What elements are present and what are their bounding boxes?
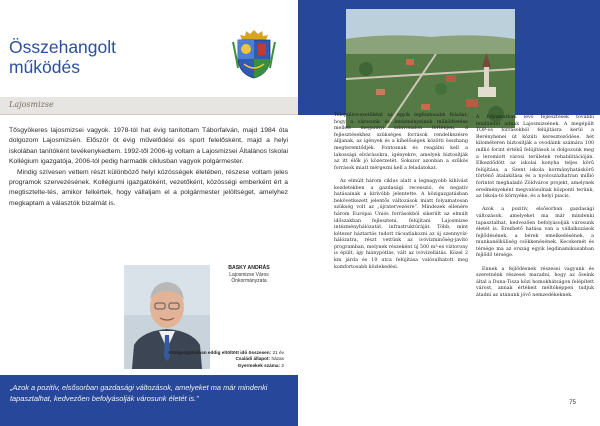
- page-number: 75: [569, 399, 576, 406]
- aerial-town-photo: [346, 9, 515, 128]
- intro-paragraph: Tősgyökeres lajosmizsei vagyok. 1978-tól hat évig tanítottam Táborfalván, majd 1984 óta dolgozom Lajosmizsén. Először öt évig művelődési és sport felelősként, majd a helyi iskolában tanítóként tevékenykedtem. 1992-től 2006-ig voltam a Lajosmizsei Általános Iskolai Kollégium igazgatója, 2006-tól pedig harmadik ciklusban vagyok polgármester.: [9, 127, 288, 166]
- coat-of-arms-icon: [232, 28, 276, 80]
- intro-paragraph: Mindig szívesen vettem részt különböző helyi közösségek életében, részese voltam jeles programok szervezésének. Kollégiumi igazgatóként, vezetőként, közösségi emberként ért a megtisztelte-tés, amikor felkértek, hogy vállaljam el a polgármester jelöltséget, amelyhez megkaptam a választók bizalmát is.: [9, 168, 288, 207]
- fact-row: [86, 363, 284, 369]
- quote-box: [0, 375, 298, 426]
- body-paragraph: Az elmúlt három ciklus alatt a legnagyobb kihívást kezdetekben a gazdasági recesszió, és negatív hatásainak a kirívóbb jelentette. A közigazgatásban bekövetkezett jelentős változások miatt folyamatosan szükség volt az „újratervezésre”. Mindezek ellenére három Európai Uniós forrásokból sikerült az elmúlt időszakban fejleszteni, felújítani Lajosmizse intézményhálózatát, infrastruktúráját. Több, mint kétezer háztartás tudott rácsatlakozni az új szennyvíz-hálózatra, részt vettünk az ivóvízminőség-javító programban, melynek részeként új 500 m³-es víztorony is épült, így hiánypótlás, vált az ivóvízellátás. Közel 2 km járda és 10 utca felújítása valósulhatott meg komfortosabb közlekedési.: [334, 178, 468, 270]
- person-role-line: Önkormányzata: [231, 278, 267, 285]
- pull-quote: „Azok a pozitív, elsősorban gazdasági változások, amelyeket ma már mindenki tapasztalhat, kedvezően befolyásolják városunk életét is.”: [10, 383, 268, 403]
- left-page: [0, 0, 298, 426]
- town-name: Lajosmizse: [9, 100, 54, 109]
- fact-value: 2: [281, 362, 284, 368]
- fact-label: Gyermekek száma:: [237, 362, 281, 368]
- fact-value: házas: [271, 356, 284, 362]
- title-line-2: működés: [9, 57, 81, 77]
- body-paragraph: Azok a pozitív, elsősorban gazdasági változások, amelyeket ma már mindenki tapasztalhat, kedvezően befolyásolják városunk életét is. Érezhető hatása van a vállalkozások fejlődésének, a bérek emelkedésének, a munkanélküliség csökkenésének. Kecskemét és térsége ma az ország egyik legdinamikusabban fejlődő térsége.: [476, 207, 594, 259]
- text-column-1: [334, 113, 468, 271]
- fact-label: Közigazgatásban eddig eltöltött idő összesen:: [168, 350, 272, 355]
- title-line-1: Összehangolt: [9, 37, 117, 57]
- town-name-bar: [0, 97, 298, 115]
- intro-text: [9, 126, 288, 209]
- person-name: BASKY ANDRÁS: [228, 265, 270, 271]
- fact-label: Családi állapot:: [235, 356, 271, 362]
- person-role: [212, 272, 286, 284]
- body-paragraph: A folyamatban lévő fejlesztések további lendületet adnak Lajosmizsének. A megépült TOP-os forrásokból felújításra kerül a Berényhenei út közúti kereszteződése, hét kilométeren biztosítják a ovodáink számára 100 millió forint értékű felújítások is dolgozunk meg a leromlott városi területek rehabilitációján. Elkezdődött az iskolai konyha teljes körű felújítása, a Szent iskola kormányhatáskörű történő átalakítása és a nyolcszázhatvan millió forintot meghaladó Zöldváros projekt, amelynek eredményeként megvalósulnak központi terünk, az Iskola-tó környéke, és a helyi piacis.: [476, 115, 594, 200]
- page-title: [9, 37, 209, 77]
- fact-value: 21 év: [272, 350, 284, 355]
- person-role-line: Lajosmizse Város: [229, 272, 269, 278]
- body-paragraph: Településvezetőként az egyik legfontosabb feladat, hogy a városunk és intézményeinek működtetése mellett megannyi szinvonalon történjen, a fejlesztésekhez szükséges források rendelkezésre álljanak, az igények és a kihelőségek közötti összhang megteremtődjék. Fontosnak és reagálni kell a lakossági elvárásokra, igényekre, amelyek biztosítják az itt élők jó közérzetét. Sokszor azonban a szűkös források miatt mérgezni kell a feladatokat.: [334, 113, 468, 171]
- text-column-2: [476, 115, 594, 300]
- body-paragraph: Ennek a fejlődésnek részesei vagyunk és szeretnénk részesei maradni, hogy az őseink által a Duna-Tisza közi homokhátságon felépített várost, annak értékeit méltóképpen tudjuk átadni az utánunk jövő nemzedékeknek.: [476, 266, 594, 299]
- person-facts: [86, 350, 284, 369]
- right-page: [298, 0, 600, 426]
